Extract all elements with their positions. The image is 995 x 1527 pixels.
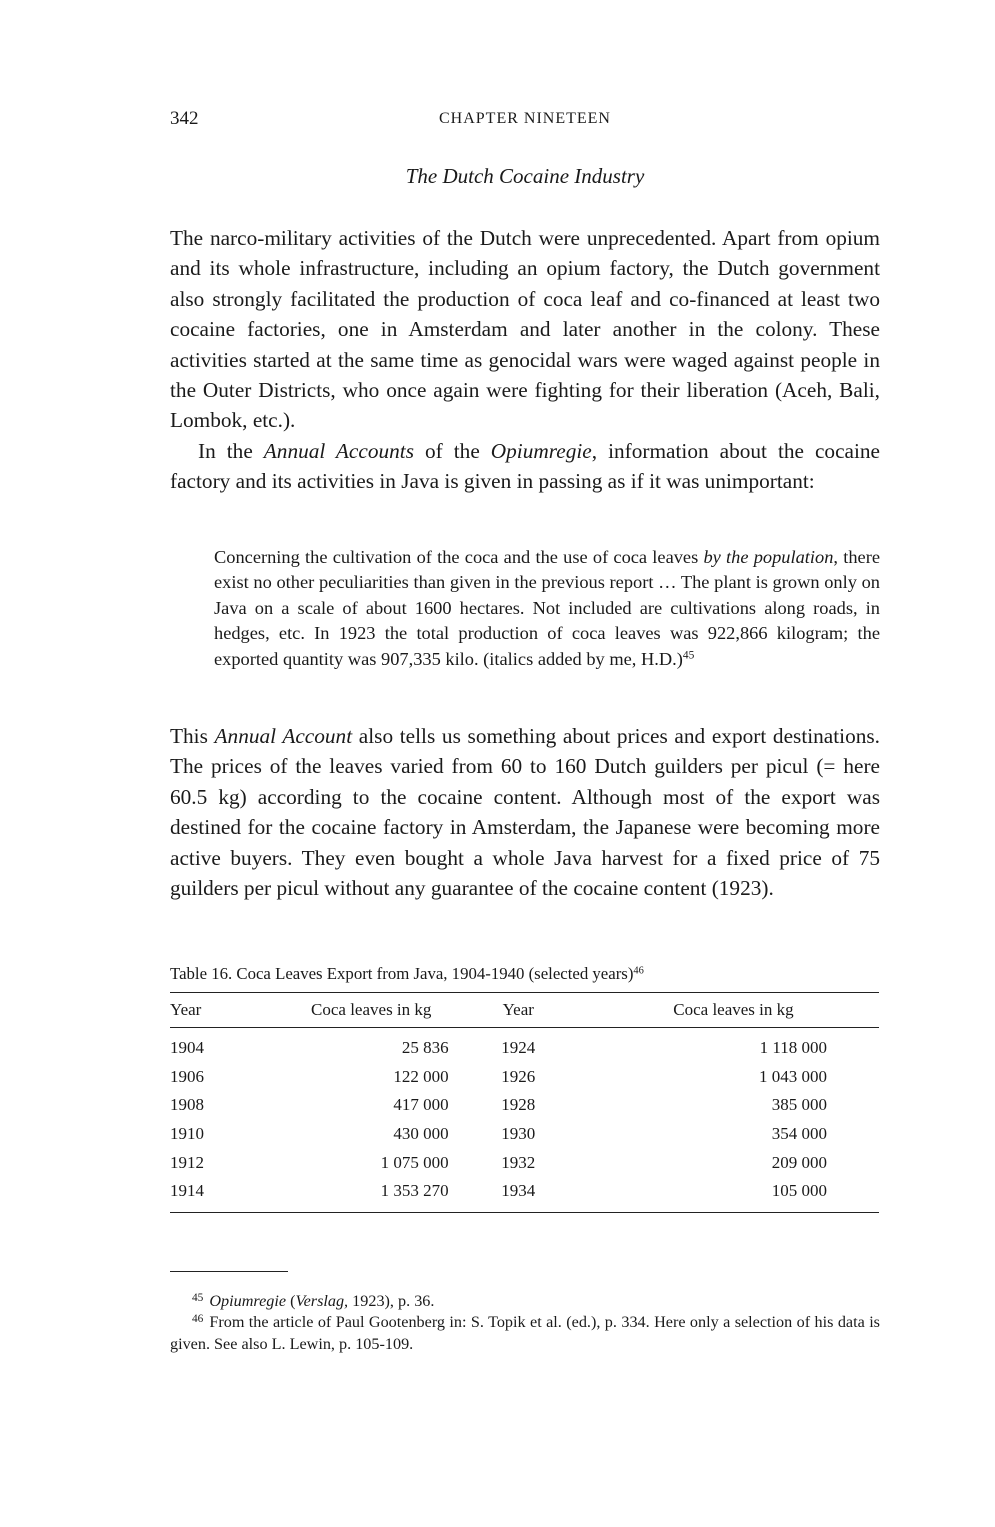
paragraph-2-italic-2: Opiumregie [490, 439, 592, 463]
table-row [170, 1177, 879, 1212]
paragraph-2-text-3: , information about the cocaine factory and its activities in Java is given in passing as if it was unimportant: [170, 439, 880, 494]
paragraph-2 [170, 436, 880, 497]
footnote-45-text-1: ( [286, 1292, 296, 1311]
footnote-45-italic-2: Verslag, [295, 1292, 349, 1311]
paragraph-2-text-2: of the [414, 439, 491, 463]
cell-year-right: 1926 [501, 1066, 536, 1086]
cell-year-right: 1934 [501, 1181, 536, 1201]
table-caption [170, 964, 644, 984]
footnote-46 [170, 1308, 880, 1355]
table-row [170, 1120, 879, 1149]
footnote-45-text-2: 1923), p. 36. [348, 1292, 435, 1311]
block-quote [214, 545, 880, 672]
running-head: CHAPTER NINETEEN [439, 110, 611, 127]
cell-year-right: 1930 [501, 1124, 536, 1144]
cell-coca-right: 1 043 000 [759, 1066, 827, 1086]
coca-export-table [170, 992, 879, 1213]
footnote-ref-45: 45 [682, 649, 695, 662]
cell-year-left: 1910 [170, 1124, 204, 1144]
table-row [170, 1028, 879, 1063]
table-row [170, 1063, 879, 1092]
table-row [170, 1091, 879, 1120]
cell-year-left: 1904 [170, 1038, 204, 1058]
footnote-46-text: From the article of Paul Gootenberg in: S. Topik et al. (ed.), p. 334. Here only a selection of his data is given. See also L. Lewin, p. 105-109. [170, 1313, 880, 1354]
cell-coca-right: 354 000 [771, 1124, 827, 1144]
paragraph-2-italic-1: Annual Accounts [263, 439, 414, 463]
header-year-2: Year [449, 993, 588, 1028]
cell-year-left: 1914 [170, 1181, 204, 1201]
paragraph-3-text-2: also tells us something about prices and export destinations. The prices of the leaves varied from 60 to 160 Dutch guilders per picul (= here 60.5 kg) according to the cocaine content. Although most of the export was destined for the cocaine factory in Amsterdam, the Japanese were becoming more active buyers. They even bought a whole Java harvest for a fixed price of 75 guilders per picul without any guarantee of the cocaine content (1923). [170, 724, 880, 901]
footnote-45-number: 45 [192, 1292, 204, 1304]
cell-coca-right: 1 118 000 [759, 1038, 827, 1058]
cell-year-left: 1908 [170, 1095, 204, 1115]
quote-text-2: , there exist no other peculiarities than given in the previous report … The plant is grown only on Java on a scale of about 1600 hectares. Not included are cultivations along roads, in hedges, etc. In 1923 the total production of coca leaves was 922,866 kilogram; the exported quantity was 907,335 kilo. (italics added by me, H.D.) [214, 547, 880, 669]
cell-coca-right: 105 000 [771, 1181, 827, 1201]
footnote-46-number: 46 [192, 1313, 204, 1325]
cell-coca-left: 25 836 [401, 1038, 449, 1058]
header-coca-1: Coca leaves in kg [294, 993, 449, 1028]
footnote-rule [170, 1271, 288, 1272]
cell-coca-left: 430 000 [393, 1124, 449, 1144]
paragraph-3-text-1: This [170, 724, 215, 748]
footnote-45-italic-1: Opiumregie [209, 1292, 287, 1311]
cell-coca-left: 417 000 [393, 1095, 449, 1115]
cell-coca-left: 1 075 000 [380, 1152, 449, 1172]
paragraph-1: The narco-military activities of the Dutch were unprecedented. Apart from opium and its whole infrastructure, including an opium factory, the Dutch government also strongly facilitated the production of coca leaf and co-financed at least two cocaine factories, one in Amsterdam and later another in the colony. These activities started at the same time as genocidal wars were waged against people in the Outer Districts, who once again were fighting for their liberation (Aceh, Bali, Lombok, etc.). [170, 226, 880, 433]
table-caption-text: Table 16. Coca Leaves Export from Java, 1904-1940 (selected years) [170, 964, 634, 983]
paragraph-3-italic-1: Annual Account [214, 724, 353, 748]
cell-coca-left: 122 000 [393, 1066, 449, 1086]
cell-year-right: 1932 [501, 1152, 536, 1172]
cell-coca-left: 1 353 270 [380, 1181, 449, 1201]
cell-coca-right: 209 000 [771, 1152, 827, 1172]
cell-year-left: 1912 [170, 1152, 204, 1172]
cell-coca-right: 385 000 [771, 1095, 827, 1115]
paragraph-2-text-1: In the [198, 439, 264, 463]
page-number: 342 [170, 108, 199, 129]
header-year-1: Year [170, 993, 294, 1028]
quote-italic-1: by the population [703, 547, 834, 567]
header-coca-2: Coca leaves in kg [588, 993, 879, 1028]
footnote-ref-46: 46 [633, 965, 644, 977]
section-title: The Dutch Cocaine Industry [405, 164, 645, 188]
cell-year-right: 1924 [501, 1038, 536, 1058]
paragraph-3 [170, 721, 880, 903]
table-row [170, 1148, 879, 1177]
table-body [170, 1028, 879, 1213]
table-header-row [170, 993, 879, 1028]
cell-year-right: 1928 [501, 1095, 536, 1115]
data-table [170, 992, 879, 1213]
quote-text-1: Concerning the cultivation of the coca and the use of coca leaves [214, 547, 704, 567]
cell-year-left: 1906 [170, 1066, 204, 1086]
